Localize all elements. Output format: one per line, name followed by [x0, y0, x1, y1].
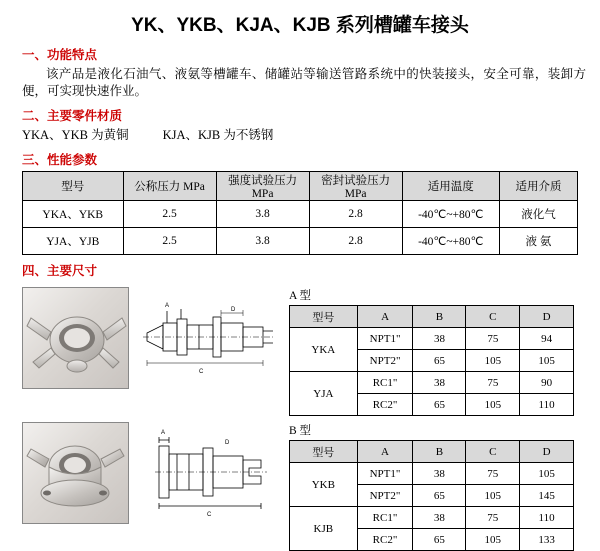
perf-col-seal-pressure: 密封试验压力 MPa — [309, 172, 402, 201]
perf-cell: 液 氨 — [499, 228, 577, 255]
size-table-b — [289, 440, 574, 551]
size-b-cell: 133 — [520, 529, 574, 551]
section-heading-dimensions: 四、主要尺寸 — [22, 264, 98, 278]
size-a-cell: NPT1" — [357, 328, 413, 350]
performance-table — [22, 171, 578, 255]
size-b-col-b: B — [413, 441, 466, 463]
technical-drawing-a — [137, 287, 277, 387]
section-heading-features: 一、功能特点 — [22, 48, 98, 62]
size-a-cell: 105 — [466, 350, 520, 372]
svg-text:C: C — [207, 512, 212, 518]
perf-cell: -40℃~+80℃ — [402, 201, 499, 228]
document-page — [0, 10, 600, 546]
size-a-col-model: 型号 — [290, 306, 358, 328]
perf-col-nominal-pressure: 公称压力 MPa — [123, 172, 216, 201]
size-a-col-d: D — [520, 306, 574, 328]
table-row — [290, 463, 574, 485]
size-a-cell: 65 — [413, 394, 466, 416]
size-b-cell: RC2" — [357, 529, 413, 551]
size-b-cell: 65 — [413, 485, 466, 507]
size-a-col-b: B — [413, 306, 466, 328]
size-b-cell: 105 — [466, 485, 520, 507]
table-row — [290, 507, 574, 529]
size-b-col-a: A — [357, 441, 413, 463]
size-a-col-a: A — [357, 306, 413, 328]
table-header-row — [290, 441, 574, 463]
table-row — [290, 372, 574, 394]
perf-cell: -40℃~+80℃ — [402, 228, 499, 255]
size-block-b — [289, 422, 574, 551]
size-b-cell: RC1" — [357, 507, 413, 529]
size-b-cell: 75 — [466, 463, 520, 485]
perf-cell: YJA、YJB — [23, 228, 124, 255]
svg-text:D: D — [225, 440, 230, 446]
table-row — [23, 201, 578, 228]
perf-col-model: 型号 — [23, 172, 124, 201]
dimension-row-a — [22, 287, 600, 416]
materials-brass-text: YKA、YKB 为黄铜 — [22, 128, 129, 142]
perf-cell: 2.5 — [123, 228, 216, 255]
product-photo-a — [22, 287, 129, 389]
features-paragraph: 该产品是液化石油气、液氨等槽罐车、储罐站等输送管路系统中的快装接头，安全可靠，装卸方便，可实现快速作业。 — [22, 67, 586, 98]
perf-col-temperature: 适用温度 — [402, 172, 499, 201]
perf-col-strength-pressure: 强度试验压力 MPa — [216, 172, 309, 201]
size-table-a — [289, 305, 574, 416]
perf-cell: 2.8 — [309, 201, 402, 228]
perf-cell: 3.8 — [216, 228, 309, 255]
page-title: YK、YKB、KJA、KJB 系列槽罐车接头 — [131, 15, 469, 36]
table-row — [290, 328, 574, 350]
size-a-col-c: C — [466, 306, 520, 328]
size-b-cell: 145 — [520, 485, 574, 507]
performance-table-wrap — [22, 171, 600, 255]
perf-cell: 2.5 — [123, 201, 216, 228]
perf-cell: 3.8 — [216, 201, 309, 228]
materials-line — [22, 127, 586, 144]
size-a-cell: RC2" — [357, 394, 413, 416]
svg-text:A: A — [161, 430, 166, 436]
size-a-cell: 38 — [413, 328, 466, 350]
size-b-cell: 75 — [466, 507, 520, 529]
size-b-cell: 65 — [413, 529, 466, 551]
size-a-cell: 75 — [466, 328, 520, 350]
size-b-col-model: 型号 — [290, 441, 358, 463]
perf-cell: YKA、YKB — [23, 201, 124, 228]
size-b-cell: 110 — [520, 507, 574, 529]
perf-col-medium: 适用介质 — [499, 172, 577, 201]
size-b-cell: 38 — [413, 507, 466, 529]
size-a-cell-model: YJA — [290, 372, 358, 416]
technical-drawing-b — [137, 422, 277, 522]
size-b-cell: 38 — [413, 463, 466, 485]
type-label-b: B 型 — [289, 425, 312, 437]
size-a-cell: 75 — [466, 372, 520, 394]
dimension-row-b — [22, 422, 600, 551]
svg-text:C: C — [199, 369, 204, 375]
size-b-cell: NPT1" — [357, 463, 413, 485]
section-heading-materials: 二、主要零件材质 — [22, 109, 123, 123]
dimensions-section — [0, 287, 600, 551]
size-a-cell: 105 — [466, 394, 520, 416]
size-a-cell: RC1" — [357, 372, 413, 394]
size-a-cell: 110 — [520, 394, 574, 416]
svg-text:A: A — [165, 303, 170, 309]
size-a-cell-model: YKA — [290, 328, 358, 372]
size-a-cell: 105 — [520, 350, 574, 372]
materials-steel-text: KJA、KJB 为不锈钢 — [162, 128, 274, 142]
type-label-a: A 型 — [289, 290, 312, 302]
size-b-col-d: D — [520, 441, 574, 463]
size-a-cell: 38 — [413, 372, 466, 394]
size-b-cell: 105 — [520, 463, 574, 485]
size-b-cell: 105 — [466, 529, 520, 551]
table-header-row — [290, 306, 574, 328]
size-a-cell: 90 — [520, 372, 574, 394]
size-b-cell-model: KJB — [290, 507, 358, 551]
size-block-a — [289, 287, 574, 416]
size-b-col-c: C — [466, 441, 520, 463]
size-b-cell-model: YKB — [290, 463, 358, 507]
perf-cell: 2.8 — [309, 228, 402, 255]
size-a-cell: 94 — [520, 328, 574, 350]
perf-cell: 液化气 — [499, 201, 577, 228]
section-heading-performance: 三、性能参数 — [22, 153, 98, 167]
product-photo-b — [22, 422, 129, 524]
svg-text:D: D — [231, 307, 236, 313]
table-row — [23, 228, 578, 255]
size-b-cell: NPT2" — [357, 485, 413, 507]
size-a-cell: NPT2" — [357, 350, 413, 372]
table-header-row — [23, 172, 578, 201]
size-a-cell: 65 — [413, 350, 466, 372]
